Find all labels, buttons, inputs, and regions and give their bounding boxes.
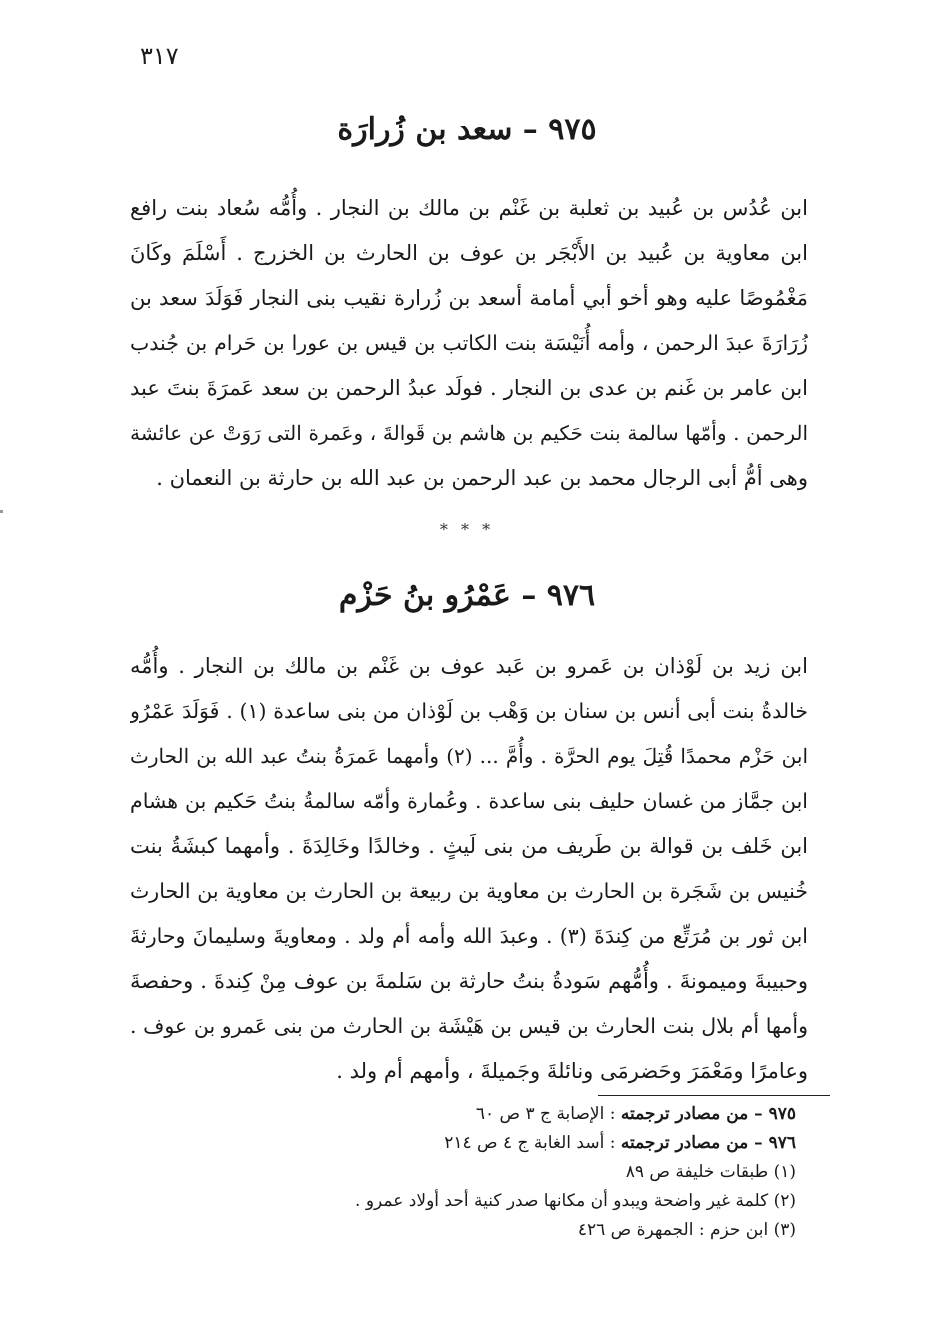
footnote-sources-976 — [260, 1129, 796, 1158]
entry-title-976: ٩٧٦ – عَمْرُو بنُ حَزْم — [338, 578, 596, 613]
footnote-2 — [260, 1187, 796, 1216]
text-line: ابن زيد بن لَوْذان بن عَمرو بن عَبد عوف بن غَنْم بن مالك بن النجار . وأُمُّه — [130, 654, 808, 678]
footnote-3 — [260, 1216, 796, 1245]
footnote-heading: ٩٧٥ – من مصادر ترجمته — [620, 1104, 796, 1124]
text-line: ابن معاوية بن عُبيد بن الأَبْجَر بن عوف بن الحارث بن الخزرج . أَسْلَمَ وكَانَ — [130, 241, 808, 265]
footnote-text: (٢) كلمة غير واضحة ويبدو أن مكانها صدر كنية أحد أولاد عمرو . — [355, 1191, 796, 1211]
text-line: وحبيبةَ وميمونةَ . وأُمُّهم سَودةُ بنتُ حارثة بن سَلمةَ بن عوف مِنْ كِندةَ . وحفصةَ — [130, 969, 808, 993]
scan-margin-mark — [0, 510, 3, 513]
footnote-divider — [598, 1095, 830, 1096]
text-line: ابن جمَّاز من غسان حليف بنى ساعدة . وعُمارة وأمّه سالمةُ بنتُ حَكيم بن هشام — [130, 789, 808, 813]
footnote-text: (٣) ابن حزم : الجمهرة ص ٤٢٦ — [577, 1220, 796, 1240]
footnote-text: : الإصابة ج ٣ ص ٦٠ — [475, 1104, 621, 1124]
text-line: زُرَارَةَ عبدَ الرحمن ، وأمه أُنَيْسَة بنت الكاتب بن قيس بن عورا بن حَرام بن جُندب — [130, 331, 808, 355]
footnote-text: : أسد الغابة ج ٤ ص ٢١٤ — [444, 1133, 621, 1153]
text-line: مَغْمُوصًا عليه وهو أخو أبي أمامة أسعد بن زُرارة نقيب بنى النجار فَوَلَدَ سعد بن — [130, 286, 808, 310]
entry-body-975 — [130, 186, 808, 501]
section-separator: * * * — [439, 520, 495, 539]
text-line: ابن ثور بن مُرَتِّع من كِندَةَ (٣) . وعبدَ الله وأمه أم ولد . ومعاويةَ وسليمانَ وحارثةَ — [130, 924, 808, 948]
footnote-heading: ٩٧٦ – من مصادر ترجمته — [620, 1133, 796, 1153]
text-line: ابن عامر بن غَنم بن عدى بن النجار . فولَد عبدُ الرحمن بن سعد عَمرَةَ بنتَ عبد — [130, 376, 808, 400]
text-line: ابن حَزْم محمدًا قُتِلَ يوم الحرَّة . وأُمَّ ... (٢) وأمهما عَمرَةُ بنتُ عبد الله بن الحارث — [130, 744, 808, 768]
text-line: وهى أمُّ أبى الرجال محمد بن عبد الرحمن بن عبد الله بن حارثة بن النعمان . — [156, 466, 808, 490]
footnote-1 — [260, 1158, 796, 1187]
text-line: خُنيس بن شَجَرة بن الحارث بن معاوية بن ربيعة بن الحارث بن معاوية بن الحارث — [130, 879, 808, 903]
entry-body-976 — [130, 644, 808, 1094]
text-line: ابن خَلف بن قوالة بن طَريف من بنى لَيثٍ . وخالدًا وخَالِدَةَ . وأمهما كبشَةُ بنت — [130, 834, 808, 858]
text-line: خالدةُ بنت أبى أنس بن سنان بن وَهْب بن لَوْذان من بنى ساعدة (١) . فَوَلَدَ عَمْرُو — [130, 699, 808, 723]
entry-title-975: ٩٧٥ – سعد بن زُرارَة — [337, 112, 597, 147]
footnote-sources-975 — [260, 1100, 796, 1129]
footnote-text: (١) طبقات خليفة ص ٨٩ — [625, 1162, 796, 1182]
text-line: الرحمن . وأمّها سالمة بنت حَكيم بن هاشم بن قَوالةَ ، وعَمرة التى رَوَتْ عن عائشة — [130, 421, 808, 445]
footnotes — [260, 1100, 796, 1245]
text-line: وأمها أم بلال بنت الحارث بن قيس بن هَيْشَة بن الحارث من بنى عَمرو بن عوف . — [130, 1014, 808, 1038]
text-line: ابن عُدُس بن عُبيد بن ثعلبة بن غَنْم بن مالك بن النجار . وأُمُّه سُعاد بنت رافع — [130, 196, 808, 220]
text-line: وعامرًا ومَعْمَرَ وحَضرمَى ونائلةَ وجَميلةَ ، وأمهم أم ولد . — [336, 1059, 808, 1083]
page-number: ٣١٧ — [140, 42, 179, 70]
